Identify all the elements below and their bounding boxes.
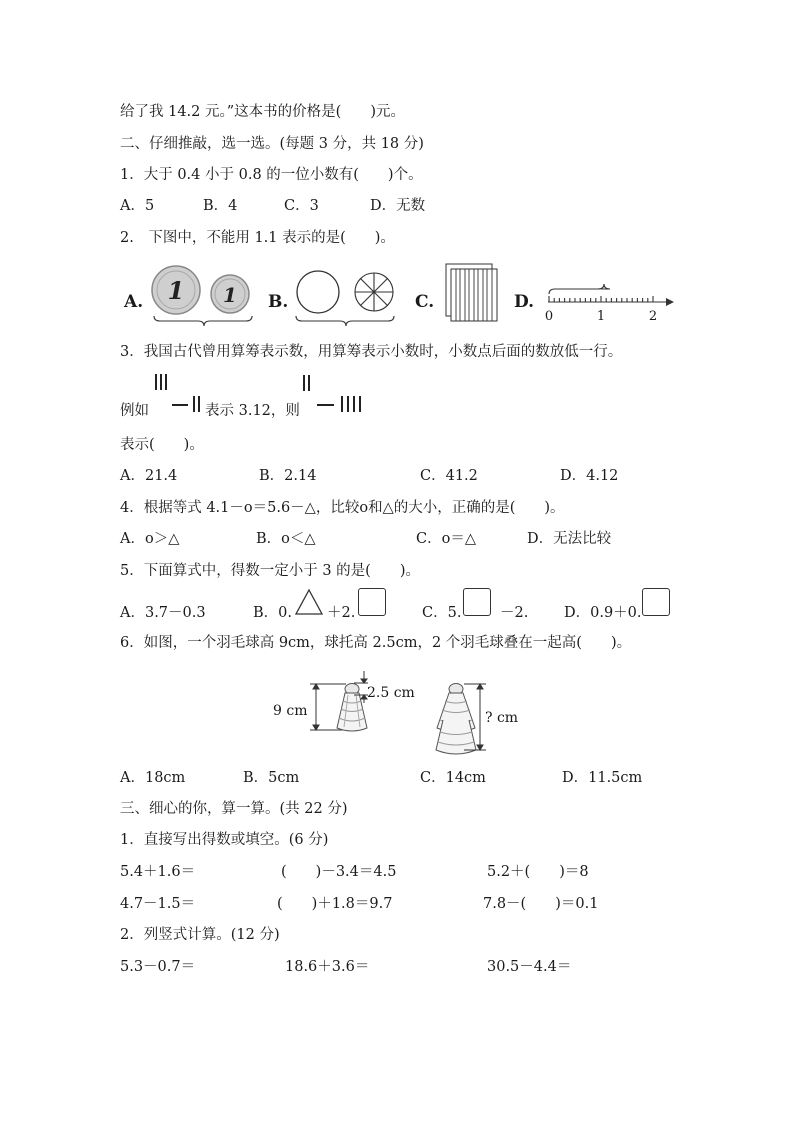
q1-option-b: B．4 — [203, 198, 238, 214]
q2-label-b: B. — [268, 292, 289, 312]
svg-text:2.5 cm: 2.5 cm — [367, 685, 415, 701]
q6-option-a: A．18cm — [120, 770, 186, 786]
svg-text:1: 1 — [167, 276, 185, 305]
counting-rods-example-icon — [152, 372, 208, 416]
coin-icon — [211, 275, 249, 313]
s3-part1-title: 1．直接写出得数或填空。(6 分) — [120, 832, 329, 848]
q2-text: 2. 下图中，不能用 1.1 表示的是( )。 — [120, 230, 395, 246]
counting-rods-question-icon — [300, 372, 370, 416]
q1-option-d: D．无数 — [370, 198, 426, 214]
stacked-shuttlecocks-icon — [436, 684, 476, 755]
q3-option-b: B．2.14 — [259, 468, 317, 484]
q4-option-b: B．o＜△ — [256, 531, 316, 547]
q5-option-b-mid: ＋2. — [327, 605, 356, 621]
divided-circle-icon — [355, 273, 393, 311]
q5-option-d-prefix: D．0.9＋0. — [564, 605, 642, 621]
q3-option-a: A．21.4 — [120, 468, 178, 484]
section-3-title: 三、细心的你，算一算。(共 22 分) — [120, 801, 348, 817]
q2-label-d: D. — [514, 292, 535, 312]
brace-b — [296, 316, 394, 326]
q1-option-c: C．3 — [284, 198, 319, 214]
svg-text:? cm: ? cm — [485, 710, 518, 726]
q3-answer-line: 表示( )。 — [120, 437, 204, 453]
q4-option-a: A．o＞△ — [120, 531, 180, 547]
q6-option-d: D．11.5cm — [562, 770, 643, 786]
calc-item: 5.2＋( )＝8 — [487, 864, 589, 880]
q6-text: 6．如图，一个羽毛球高 9cm，球托高 2.5cm，2 个羽毛球叠在一起高( )。 — [120, 635, 632, 651]
section-2-title: 二、仔细推敲，选一选。(每题 3 分，共 18 分) — [120, 136, 424, 152]
q2-label-a: A. — [124, 292, 144, 312]
number-line — [548, 284, 674, 306]
triangle-icon — [294, 588, 324, 616]
svg-text:9 cm: 9 cm — [273, 703, 308, 719]
prev-question-tail: 给了我 14.2 元。”这本书的价格是( )元。 — [120, 104, 405, 120]
svg-text:1: 1 — [223, 283, 237, 307]
q3-option-c: C．41.2 — [420, 468, 478, 484]
vertical-calc-item: 30.5－4.4＝ — [487, 959, 572, 975]
square-box-icon — [642, 588, 670, 616]
q5-option-c-mid: －2. — [500, 605, 529, 621]
s3-part2-title: 2．列竖式计算。(12 分) — [120, 927, 280, 943]
square-box-icon — [463, 588, 491, 616]
vertical-calc-item: 18.6＋3.6＝ — [285, 959, 370, 975]
q4-option-c: C．o＝△ — [416, 531, 476, 547]
q5-option-b-prefix: B．0. — [253, 605, 292, 621]
q2-figure — [118, 258, 688, 328]
stacked-strips-icon — [446, 264, 497, 321]
calc-item: 7.8－( )＝0.1 — [483, 896, 599, 912]
q1-text: 1．大于 0.4 小于 0.8 的一位小数有( )个。 — [120, 167, 423, 183]
calc-item: 4.7－1.5＝ — [120, 896, 196, 912]
brace-a — [154, 316, 252, 326]
q3-option-d: D．4.12 — [560, 468, 619, 484]
q3-example-middle: 表示 3.12，则 — [205, 403, 300, 419]
calc-item: ( )＋1.8＝9.7 — [277, 896, 393, 912]
q5-option-c-prefix: C．5. — [422, 605, 462, 621]
calc-item: ( )－3.4＝4.5 — [281, 864, 397, 880]
full-circle-icon — [297, 271, 339, 313]
q5-text: 5．下面算式中，得数一定小于 3 的是( )。 — [120, 563, 420, 579]
q2-label-c: C. — [415, 292, 435, 312]
tick-label-0: 0 — [544, 309, 554, 324]
calc-item: 5.4＋1.6＝ — [120, 864, 196, 880]
vertical-calc-item: 5.3－0.7＝ — [120, 959, 196, 975]
square-box-icon — [358, 588, 386, 616]
tick-label-2: 2 — [648, 309, 658, 324]
q4-option-d: D．无法比较 — [527, 531, 612, 547]
shuttlecock-figure — [268, 668, 518, 760]
q6-option-c: C．14cm — [420, 770, 486, 786]
q3-text: 3．我国古代曾用算筹表示数，用算筹表示小数时，小数点后面的数放低一行。 — [120, 344, 623, 360]
q3-example-prefix: 例如 — [120, 403, 149, 419]
q5-option-a: A．3.7－0.3 — [120, 605, 206, 621]
q4-text: 4．根据等式 4.1－o＝5.6－△，比较o和△的大小，正确的是( )。 — [120, 500, 565, 516]
shuttlecock-icon — [337, 684, 367, 732]
q6-option-b: B．5cm — [243, 770, 300, 786]
q1-option-a: A．5 — [120, 198, 155, 214]
tick-label-1: 1 — [596, 309, 606, 324]
coin-icon — [152, 266, 200, 314]
